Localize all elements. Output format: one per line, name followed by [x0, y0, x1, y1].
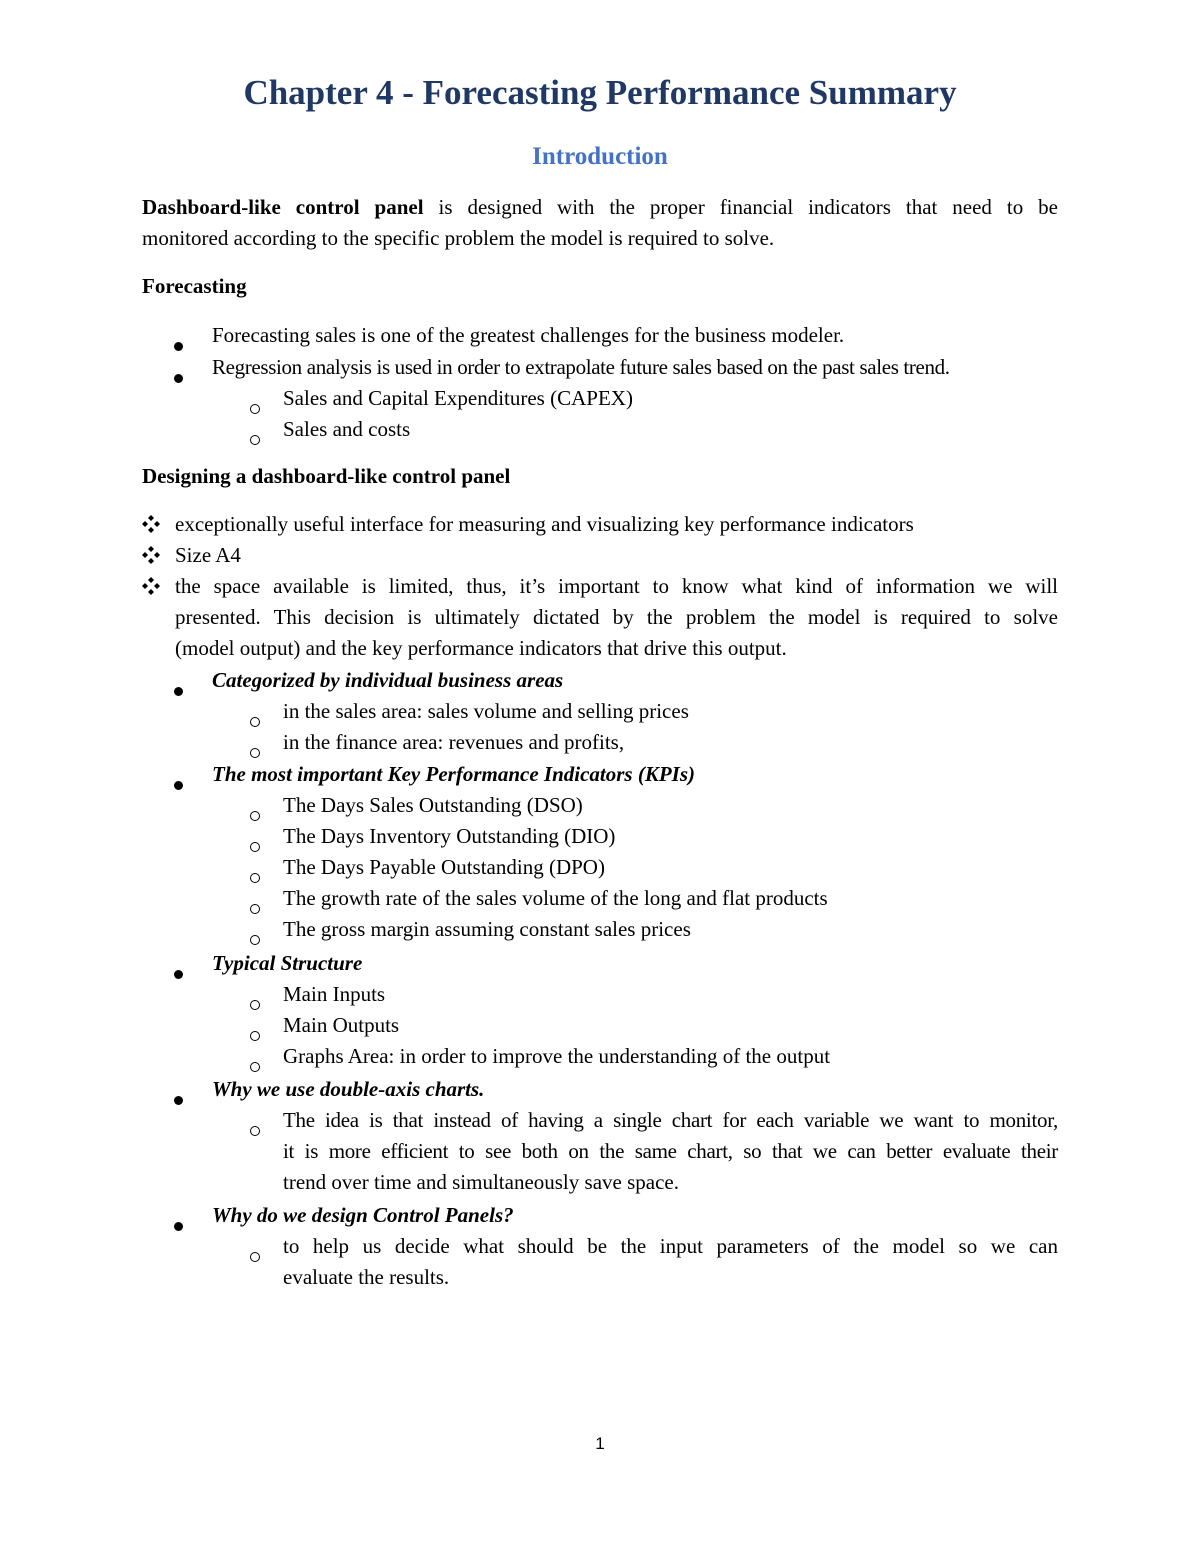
page-title: Chapter 4 - Forecasting Performance Summary	[243, 73, 957, 112]
diamond-bullet-icon	[142, 546, 160, 564]
page-number: 1	[595, 1434, 605, 1453]
section-label-structure: Typical Structure	[212, 951, 363, 975]
diamond-bullet-icon	[142, 577, 160, 595]
bullet-icon	[174, 768, 183, 799]
section-item: in the finance area: revenues and profits,	[283, 730, 625, 754]
hollow-bullet-icon	[250, 1114, 260, 1145]
section-line: trend over time and simultaneously save space.	[283, 1170, 679, 1194]
hollow-bullet-icon	[250, 861, 260, 892]
forecasting-sub-bullet: Sales and Capital Expenditures (CAPEX)	[283, 386, 633, 410]
bullet-icon	[174, 957, 183, 988]
section-label-categorized: Categorized by individual business areas	[212, 668, 564, 692]
bullet-icon	[174, 674, 183, 705]
section-label-control-panels: Why do we design Control Panels?	[212, 1203, 514, 1227]
section-item: The Days Sales Outstanding (DSO)	[283, 793, 583, 817]
designing-point: exceptionally useful interface for measuring and visualizing key performance indicators	[175, 512, 914, 536]
hollow-bullet-icon	[250, 830, 260, 861]
diamond-bullet-icon	[142, 515, 160, 533]
section-line: evaluate the results.	[283, 1265, 450, 1289]
section-line: to help us decide what should be the input parameters of the model so we can	[283, 1234, 1058, 1258]
designing-point-line: (model output) and the key performance indicators that drive this output.	[175, 636, 787, 660]
section-item: The gross margin assuming constant sales prices	[283, 917, 691, 941]
intro-line-1-text: is designed with the proper financial indicators that need to be	[423, 195, 1058, 219]
hollow-bullet-icon	[250, 799, 260, 830]
section-item: The growth rate of the sales volume of the long and flat products	[283, 886, 828, 910]
section-item: Main Outputs	[283, 1013, 400, 1037]
hollow-bullet-icon	[250, 988, 260, 1019]
forecasting-heading: Forecasting	[142, 274, 247, 298]
forecasting-bullet: Regression analysis is used in order to extrapolate future sales based on the past sales trend.	[212, 355, 950, 379]
designing-point: Size A4	[175, 543, 241, 567]
hollow-bullet-icon	[250, 423, 260, 454]
bullet-icon	[174, 1083, 183, 1114]
intro-bold-term: Dashboard-like control panel	[142, 195, 424, 219]
bullet-icon	[174, 361, 183, 392]
section-title-introduction: Introduction	[532, 143, 668, 170]
hollow-bullet-icon	[250, 1019, 260, 1050]
forecasting-bullet: Forecasting sales is one of the greatest challenges for the business modeler.	[212, 323, 845, 347]
section-item: Graphs Area: in order to improve the understanding of the output	[283, 1044, 831, 1068]
intro-line-1	[142, 192, 1058, 223]
section-item: The Days Payable Outstanding (DPO)	[283, 855, 605, 879]
section-item: The Days Inventory Outstanding (DIO)	[283, 824, 616, 848]
bullet-icon	[174, 329, 183, 360]
section-item: in the sales area: sales volume and selling prices	[283, 699, 689, 723]
section-line: it is more efficient to see both on the same chart, so that we can better evaluate their	[283, 1139, 1058, 1163]
hollow-bullet-icon	[250, 392, 260, 423]
bullet-icon	[174, 1209, 183, 1240]
designing-point-line: presented. This decision is ultimately dictated by the problem the model is required to solve	[175, 605, 1058, 629]
section-item: Main Inputs	[283, 982, 386, 1006]
hollow-bullet-icon	[250, 892, 260, 923]
forecasting-sub-bullet: Sales and costs	[283, 417, 411, 441]
hollow-bullet-icon	[250, 1240, 260, 1271]
hollow-bullet-icon	[250, 705, 260, 736]
designing-heading: Designing a dashboard-like control panel	[142, 464, 511, 488]
intro-line-2: monitored according to the specific problem the model is required to solve.	[142, 226, 775, 250]
designing-point-line: the space available is limited, thus, it’s important to know what kind of information we will	[175, 574, 1058, 598]
section-label-kpis: The most important Key Performance Indicators (KPIs)	[212, 762, 695, 786]
section-label-double-axis: Why we use double-axis charts.	[212, 1077, 485, 1101]
section-line: The idea is that instead of having a single chart for each variable we want to monitor,	[283, 1108, 1058, 1132]
